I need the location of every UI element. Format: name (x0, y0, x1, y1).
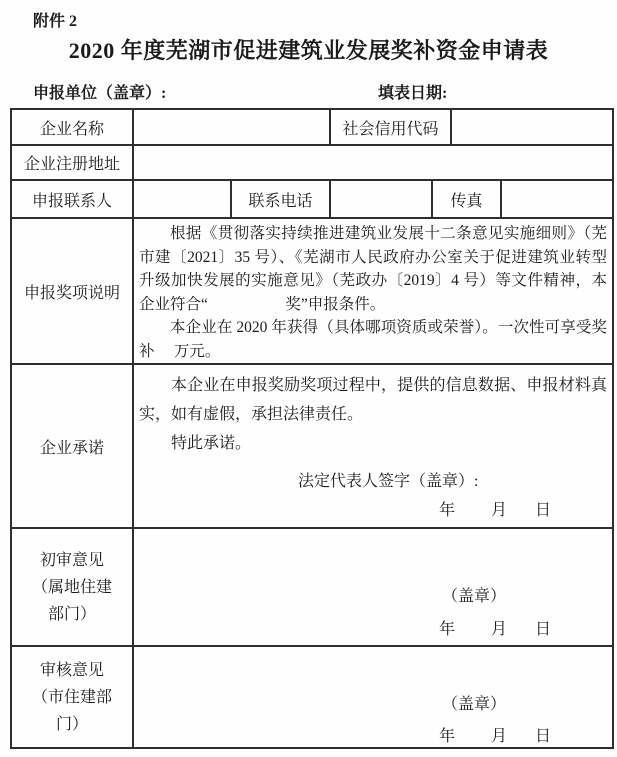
commitment-dateline (134, 497, 612, 519)
row-commitment (11, 364, 613, 528)
award-desc-para1: 根据《贯彻落实持续推进建筑业发展十二条意见实施细则》（芜市建〔2021〕35 号）、《芜湖市人民政府办公室关于促进建筑业转型升级加快发展的实施意见》（芜政办〔2019〕4 号）等文件精神，本企业符合“ 奖”申报条件。 (139, 225, 608, 313)
row-preliminary-review (11, 528, 613, 646)
year-label: 年 (439, 621, 456, 638)
application-form-table (10, 108, 614, 749)
month-label: 月 (491, 621, 508, 638)
commitment-label: 企业承诺 (11, 364, 133, 528)
row-reg-address (11, 145, 613, 180)
final-review-cell (133, 646, 613, 748)
final-review-dateline (134, 723, 612, 745)
preliminary-review-label-line2: （属地住建 (31, 578, 112, 596)
day-label: 日 (535, 621, 552, 638)
final-review-seal-label: （盖章） (442, 696, 507, 713)
year-label: 年 (439, 502, 456, 519)
document-title: 2020 年度芜湖市促进建筑业发展奖补资金申请表 (68, 38, 549, 63)
reg-address-value-cell (133, 145, 613, 180)
award-desc-label: 申报奖项说明 (11, 218, 133, 364)
preliminary-review-label-line1: 初审意见 (39, 551, 104, 569)
preliminary-review-cell (133, 528, 613, 646)
day-label: 日 (535, 728, 552, 745)
month-label: 月 (491, 728, 508, 745)
credit-code-label: 社会信用代码 (330, 109, 451, 145)
row-award-description (11, 218, 613, 364)
company-name-label: 企业名称 (11, 109, 133, 145)
contact-value-cell (133, 180, 231, 218)
row-company-name (11, 109, 613, 145)
year-label: 年 (439, 728, 456, 745)
final-review-label-line3: 门） (55, 715, 88, 733)
preliminary-review-label-line3: 部门） (47, 605, 96, 623)
final-review-label-line2: （市住建部 (31, 688, 112, 706)
legal-rep-signature-label: 法定代表人签字（盖章）: (298, 473, 479, 490)
row-contact (11, 180, 613, 218)
row-final-review (11, 646, 613, 748)
award-desc-para2: 本企业在 2020 年获得（具体哪项资质或荣誉）。一次性可享受奖补 万元。 (139, 319, 608, 360)
commitment-para2: 特此承诺。 (171, 435, 252, 452)
preliminary-review-dateline (134, 616, 612, 638)
preliminary-review-label (11, 528, 133, 646)
contact-label: 申报联系人 (11, 180, 133, 218)
fax-label: 传真 (432, 180, 501, 218)
commitment-cell (133, 364, 613, 528)
day-label: 日 (535, 502, 552, 519)
final-review-label-line1: 审核意见 (39, 661, 104, 679)
credit-code-value-cell (451, 109, 613, 145)
company-name-value-cell (133, 109, 330, 145)
applicant-seal-label: 申报单位（盖章）: (33, 85, 167, 102)
award-desc-cell (133, 218, 613, 364)
final-review-label (11, 646, 133, 748)
fill-date-label: 填表日期: (378, 85, 448, 102)
fax-value-cell (501, 180, 613, 218)
phone-label: 联系电话 (231, 180, 330, 218)
phone-value-cell (330, 180, 432, 218)
form-subheader (0, 80, 617, 100)
reg-address-label: 企业注册地址 (11, 145, 133, 180)
preliminary-review-seal-label: （盖章） (442, 588, 507, 605)
attachment-label: 附件 2 (33, 13, 78, 30)
commitment-para1: 本企业在申报奖励奖项过程中，提供的信息数据、申报材料真实，如有虚假，承担法律责任。 (139, 377, 608, 423)
month-label: 月 (491, 502, 508, 519)
